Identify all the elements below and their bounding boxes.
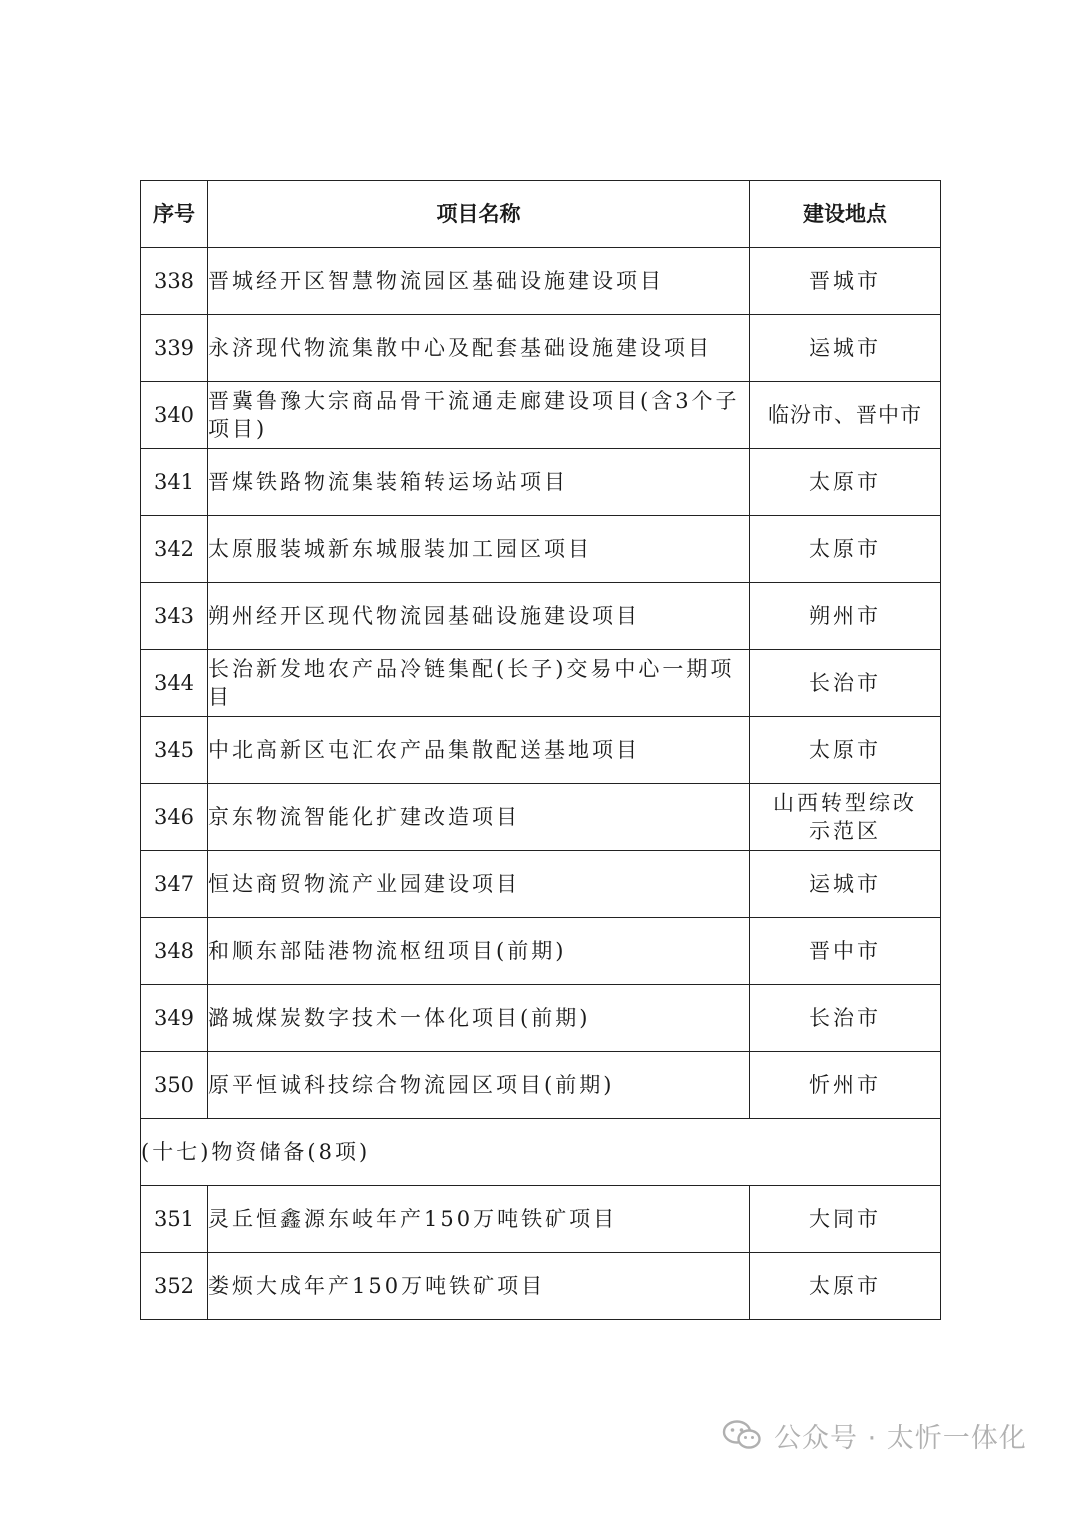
header-no: 序号 xyxy=(141,181,208,248)
watermark xyxy=(722,1418,1027,1452)
row-location: 长治市 xyxy=(750,650,941,717)
row-name: 娄烦大成年产150万吨铁矿项目 xyxy=(208,1253,750,1320)
row-location: 太原市 xyxy=(750,516,941,583)
row-no: 339 xyxy=(141,315,208,382)
row-name: 和顺东部陆港物流枢纽项目(前期) xyxy=(208,918,750,985)
row-name: 朔州经开区现代物流园基础设施建设项目 xyxy=(208,583,750,650)
table-row xyxy=(141,1253,941,1320)
table-row xyxy=(141,1052,941,1119)
row-no: 341 xyxy=(141,449,208,516)
section-title: (十七)物资储备(8项) xyxy=(141,1119,941,1186)
table-row xyxy=(141,784,941,851)
row-name: 长治新发地农产品冷链集配(长子)交易中心一期项目 xyxy=(208,650,750,717)
row-location: 忻州市 xyxy=(750,1052,941,1119)
table-row xyxy=(141,1186,941,1253)
row-name: 晋城经开区智慧物流园区基础设施建设项目 xyxy=(208,248,750,315)
row-name: 潞城煤炭数字技术一体化项目(前期) xyxy=(208,985,750,1052)
row-location: 运城市 xyxy=(750,315,941,382)
project-table xyxy=(140,180,941,1320)
row-no: 344 xyxy=(141,650,208,717)
row-location: 运城市 xyxy=(750,851,941,918)
table-header-row xyxy=(141,181,941,248)
row-no: 352 xyxy=(141,1253,208,1320)
row-name: 中北高新区屯汇农产品集散配送基地项目 xyxy=(208,717,750,784)
row-name: 晋冀鲁豫大宗商品骨干流通走廊建设项目(含3个子项目) xyxy=(208,382,750,449)
table-row xyxy=(141,918,941,985)
table-row xyxy=(141,315,941,382)
row-location: 朔州市 xyxy=(750,583,941,650)
row-no: 343 xyxy=(141,583,208,650)
row-location: 太原市 xyxy=(750,1253,941,1320)
row-no: 338 xyxy=(141,248,208,315)
section-row xyxy=(141,1119,941,1186)
table-row xyxy=(141,985,941,1052)
header-name: 项目名称 xyxy=(208,181,750,248)
row-no: 345 xyxy=(141,717,208,784)
row-location: 山西转型综改示范区 xyxy=(750,784,941,851)
row-location: 临汾市、晋中市 xyxy=(750,382,941,449)
row-no: 351 xyxy=(141,1186,208,1253)
row-no: 342 xyxy=(141,516,208,583)
row-name: 永济现代物流集散中心及配套基础设施建设项目 xyxy=(208,315,750,382)
row-location: 大同市 xyxy=(750,1186,941,1253)
header-location: 建设地点 xyxy=(750,181,941,248)
row-name: 晋煤铁路物流集装箱转运场站项目 xyxy=(208,449,750,516)
row-name: 恒达商贸物流产业园建设项目 xyxy=(208,851,750,918)
watermark-text: 公众号 · 太忻一体化 xyxy=(774,1422,1027,1454)
table-row xyxy=(141,717,941,784)
row-no: 348 xyxy=(141,918,208,985)
row-location: 晋城市 xyxy=(750,248,941,315)
table-row xyxy=(141,516,941,583)
row-no: 347 xyxy=(141,851,208,918)
row-location: 长治市 xyxy=(750,985,941,1052)
table-row xyxy=(141,449,941,516)
row-no: 349 xyxy=(141,985,208,1052)
row-no: 340 xyxy=(141,382,208,449)
table-row xyxy=(141,583,941,650)
table-row xyxy=(141,851,941,918)
row-name: 京东物流智能化扩建改造项目 xyxy=(208,784,750,851)
table-row xyxy=(141,382,941,449)
row-location: 晋中市 xyxy=(750,918,941,985)
row-no: 350 xyxy=(141,1052,208,1119)
row-location: 太原市 xyxy=(750,449,941,516)
row-name: 灵丘恒鑫源东岐年产150万吨铁矿项目 xyxy=(208,1186,750,1253)
row-no: 346 xyxy=(141,784,208,851)
row-name: 太原服装城新东城服装加工园区项目 xyxy=(208,516,750,583)
row-location: 太原市 xyxy=(750,717,941,784)
row-name: 原平恒诚科技综合物流园区项目(前期) xyxy=(208,1052,750,1119)
table-row xyxy=(141,650,941,717)
wechat-icon xyxy=(722,1419,762,1451)
table-row xyxy=(141,248,941,315)
